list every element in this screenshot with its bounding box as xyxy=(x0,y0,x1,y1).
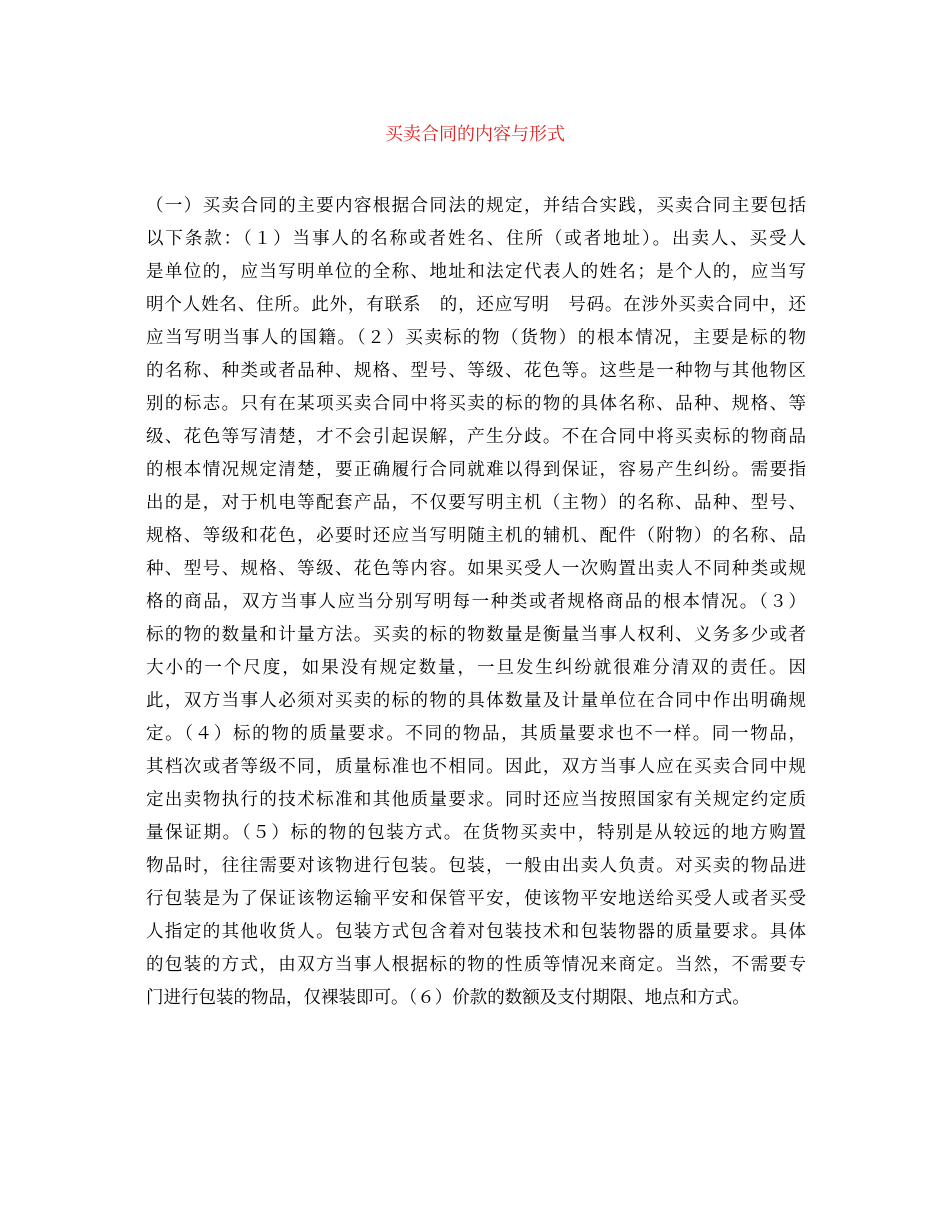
paragraph-line: 的包装的方式，由双方当事人根据标的物的性质等情况来商定。当然，不需要专 xyxy=(146,955,806,975)
paragraph-line: 的根本情况规定清楚，要正确履行合同就难以得到保证，容易产生纠纷。需要指 xyxy=(146,460,806,480)
paragraph-line: 大小的一个尺度，如果没有规定数量，一旦发生纠纷就很难分清双的责任。因 xyxy=(146,658,806,678)
paragraph-line: 明个人姓名、住所。此外，有联系 的，还应写明 号码。在涉外买卖合同中，还 xyxy=(146,295,806,315)
paragraph-line: 别的标志。只有在某项买卖合同中将买卖的标的物的具体名称、品种、规格、等 xyxy=(146,394,806,414)
paragraph-line: 门进行包装的物品，仅裸装即可。（６）价款的数额及支付期限、地点和方式。 xyxy=(146,988,750,1008)
paragraph-line: 格的商品，双方当事人应当分别写明每一种类或者规格商品的根本情况。（３） xyxy=(146,592,806,612)
paragraph-line: 物品时，往往需要对该物进行包装。包装，一般由出卖人负责。对买卖的物品进 xyxy=(146,856,806,876)
paragraph-line: 标的物的数量和计量方法。买卖的标的物数量是衡量当事人权利、义务多少或者 xyxy=(146,625,806,645)
paragraph-line: 行包装是为了保证该物运输平安和保管平安，使该物平安地送给买受人或者买受 xyxy=(146,889,806,909)
paragraph-line: 出的是，对于机电等配套产品，不仅要写明主机（主物）的名称、品种、型号、 xyxy=(146,493,806,513)
paragraph-line: 级、花色等写清楚，才不会引起误解，产生分歧。不在合同中将买卖标的物商品 xyxy=(146,427,806,447)
document-title: 买卖合同的内容与形式 xyxy=(385,124,565,145)
paragraph-line: 其档次或者等级不同，质量标准也不相同。因此，双方当事人应在买卖合同中规 xyxy=(146,757,806,777)
paragraph-line: 种、型号、规格、等级、花色等内容。如果买受人一次购置出卖人不同种类或规 xyxy=(146,559,806,579)
paragraph-line: 是单位的，应当写明单位的全称、地址和法定代表人的姓名；是个人的，应当写 xyxy=(146,262,806,282)
paragraph-line: 规格、等级和花色，必要时还应当写明随主机的辅机、配件（附物）的名称、品 xyxy=(146,526,806,546)
paragraph-line: 应当写明当事人的国籍。（２）买卖标的物（货物）的根本情况，主要是标的物 xyxy=(146,328,806,348)
document-body xyxy=(146,190,806,1015)
paragraph-line: 量保证期。（５）标的物的包装方式。在货物买卖中，特别是从较远的地方购置 xyxy=(146,823,806,843)
paragraph-line: 的名称、种类或者品种、规格、型号、等级、花色等。这些是一种物与其他物区 xyxy=(146,361,806,381)
paragraph-line: 人指定的其他收货人。包装方式包含着对包装技术和包装物器的质量要求。具体 xyxy=(146,922,806,942)
paragraph-line: 定出卖物执行的技术标准和其他质量要求。同时还应当按照国家有关规定约定质 xyxy=(146,790,806,810)
paragraph-line: 定。（４）标的物的质量要求。不同的物品，其质量要求也不一样。同一物品， xyxy=(146,724,806,744)
paragraph-line: （一）买卖合同的主要内容根据合同法的规定，并结合实践，买卖合同主要包括 xyxy=(146,196,806,216)
paragraph-line: 此，双方当事人必须对买卖的标的物的具体数量及计量单位在合同中作出明确规 xyxy=(146,691,806,711)
paragraph-line: 以下条款：（１）当事人的名称或者姓名、住所（或者地址）。出卖人、买受人 xyxy=(146,229,806,249)
